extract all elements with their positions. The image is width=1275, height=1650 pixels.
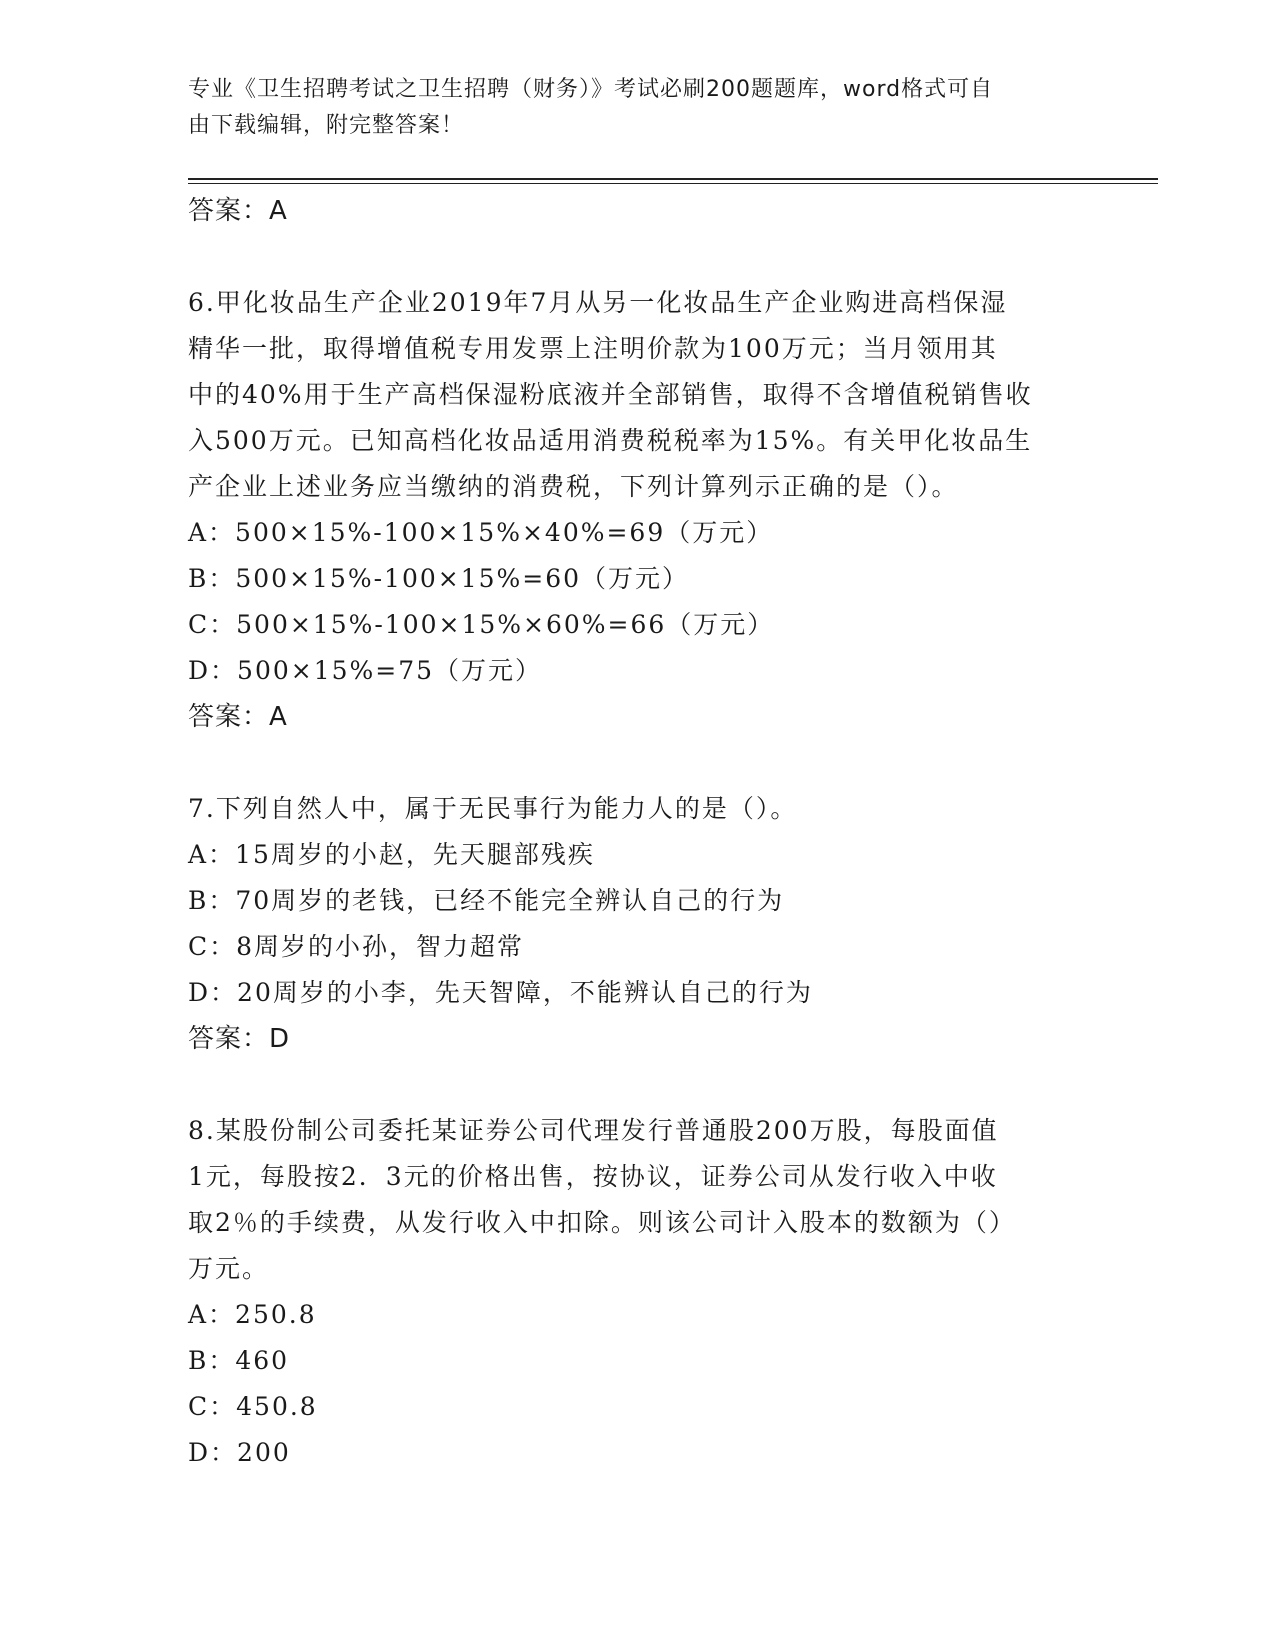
question-text-line: 中的40%用于生产高档保湿粉底液并全部销售，取得不含增值税销售收: [188, 380, 1033, 409]
option-b: B：70周岁的老钱，已经不能完全辨认自己的行为: [188, 886, 785, 915]
question-text-line: 万元。: [188, 1254, 270, 1283]
question-7: [188, 786, 1088, 1062]
document-body: [188, 188, 1088, 1476]
question-text-line: 产企业上述业务应当缴纳的消费税，下列计算列示正确的是（）。: [188, 472, 959, 501]
question-text-line: 取2％的手续费，从发行收入中扣除。则该公司计入股本的数额为（）: [188, 1208, 1016, 1237]
question-8: [188, 1108, 1088, 1476]
header-line: 由下载编辑，附完整答案！: [188, 113, 465, 138]
header-divider: [188, 178, 1158, 180]
answer-line: 答案：D: [188, 1024, 291, 1054]
option-c: C：450.8: [188, 1392, 318, 1421]
header-divider-thin: [188, 183, 1158, 184]
option-c: C：500×15%-100×15%×60%=66（万元）: [188, 610, 775, 639]
spacer: [188, 1062, 1088, 1108]
question-text-line: 1元，每股按2．3元的价格出售，按协议，证券公司从发行收入中收: [188, 1162, 998, 1191]
question-text-line: 6.甲化妆品生产企业2019年7月从另一化妆品生产企业购进高档保湿: [188, 288, 1008, 317]
option-b: B：460: [188, 1346, 290, 1375]
document-header: [188, 72, 1068, 144]
option-b: B：500×15%-100×15%=60（万元）: [188, 564, 690, 593]
question-text-line: 7.下列自然人中，属于无民事行为能力人的是（）。: [188, 794, 798, 823]
option-d: D：500×15%=75（万元）: [188, 656, 543, 685]
option-d: D：200: [188, 1438, 291, 1467]
question-text-line: 精华一批，取得增值税专用发票上注明价款为100万元；当月领用其: [188, 334, 998, 363]
option-a: A：15周岁的小赵，先天腿部残疾: [188, 840, 595, 869]
spacer: [188, 234, 1088, 280]
header-line: 专业《卫生招聘考试之卫生招聘（财务）》考试必刷200题题库，word格式可自: [188, 77, 994, 102]
option-d: D：20周岁的小李，先天智障，不能辨认自己的行为: [188, 978, 813, 1007]
option-a: A：250.8: [188, 1300, 317, 1329]
question-text-line: 入500万元。已知高档化妆品适用消费税税率为15%。有关甲化妆品生: [188, 426, 1033, 455]
spacer: [188, 740, 1088, 786]
option-a: A：500×15%-100×15%×40%=69（万元）: [188, 518, 774, 547]
answer-line: 答案：A: [188, 702, 288, 732]
option-c: C：8周岁的小孙，智力超常: [188, 932, 525, 961]
answer-line: 答案：A: [188, 196, 288, 226]
question-6: [188, 280, 1088, 740]
question-text-line: 8.某股份制公司委托某证券公司代理发行普通股200万股，每股面值: [188, 1116, 999, 1145]
